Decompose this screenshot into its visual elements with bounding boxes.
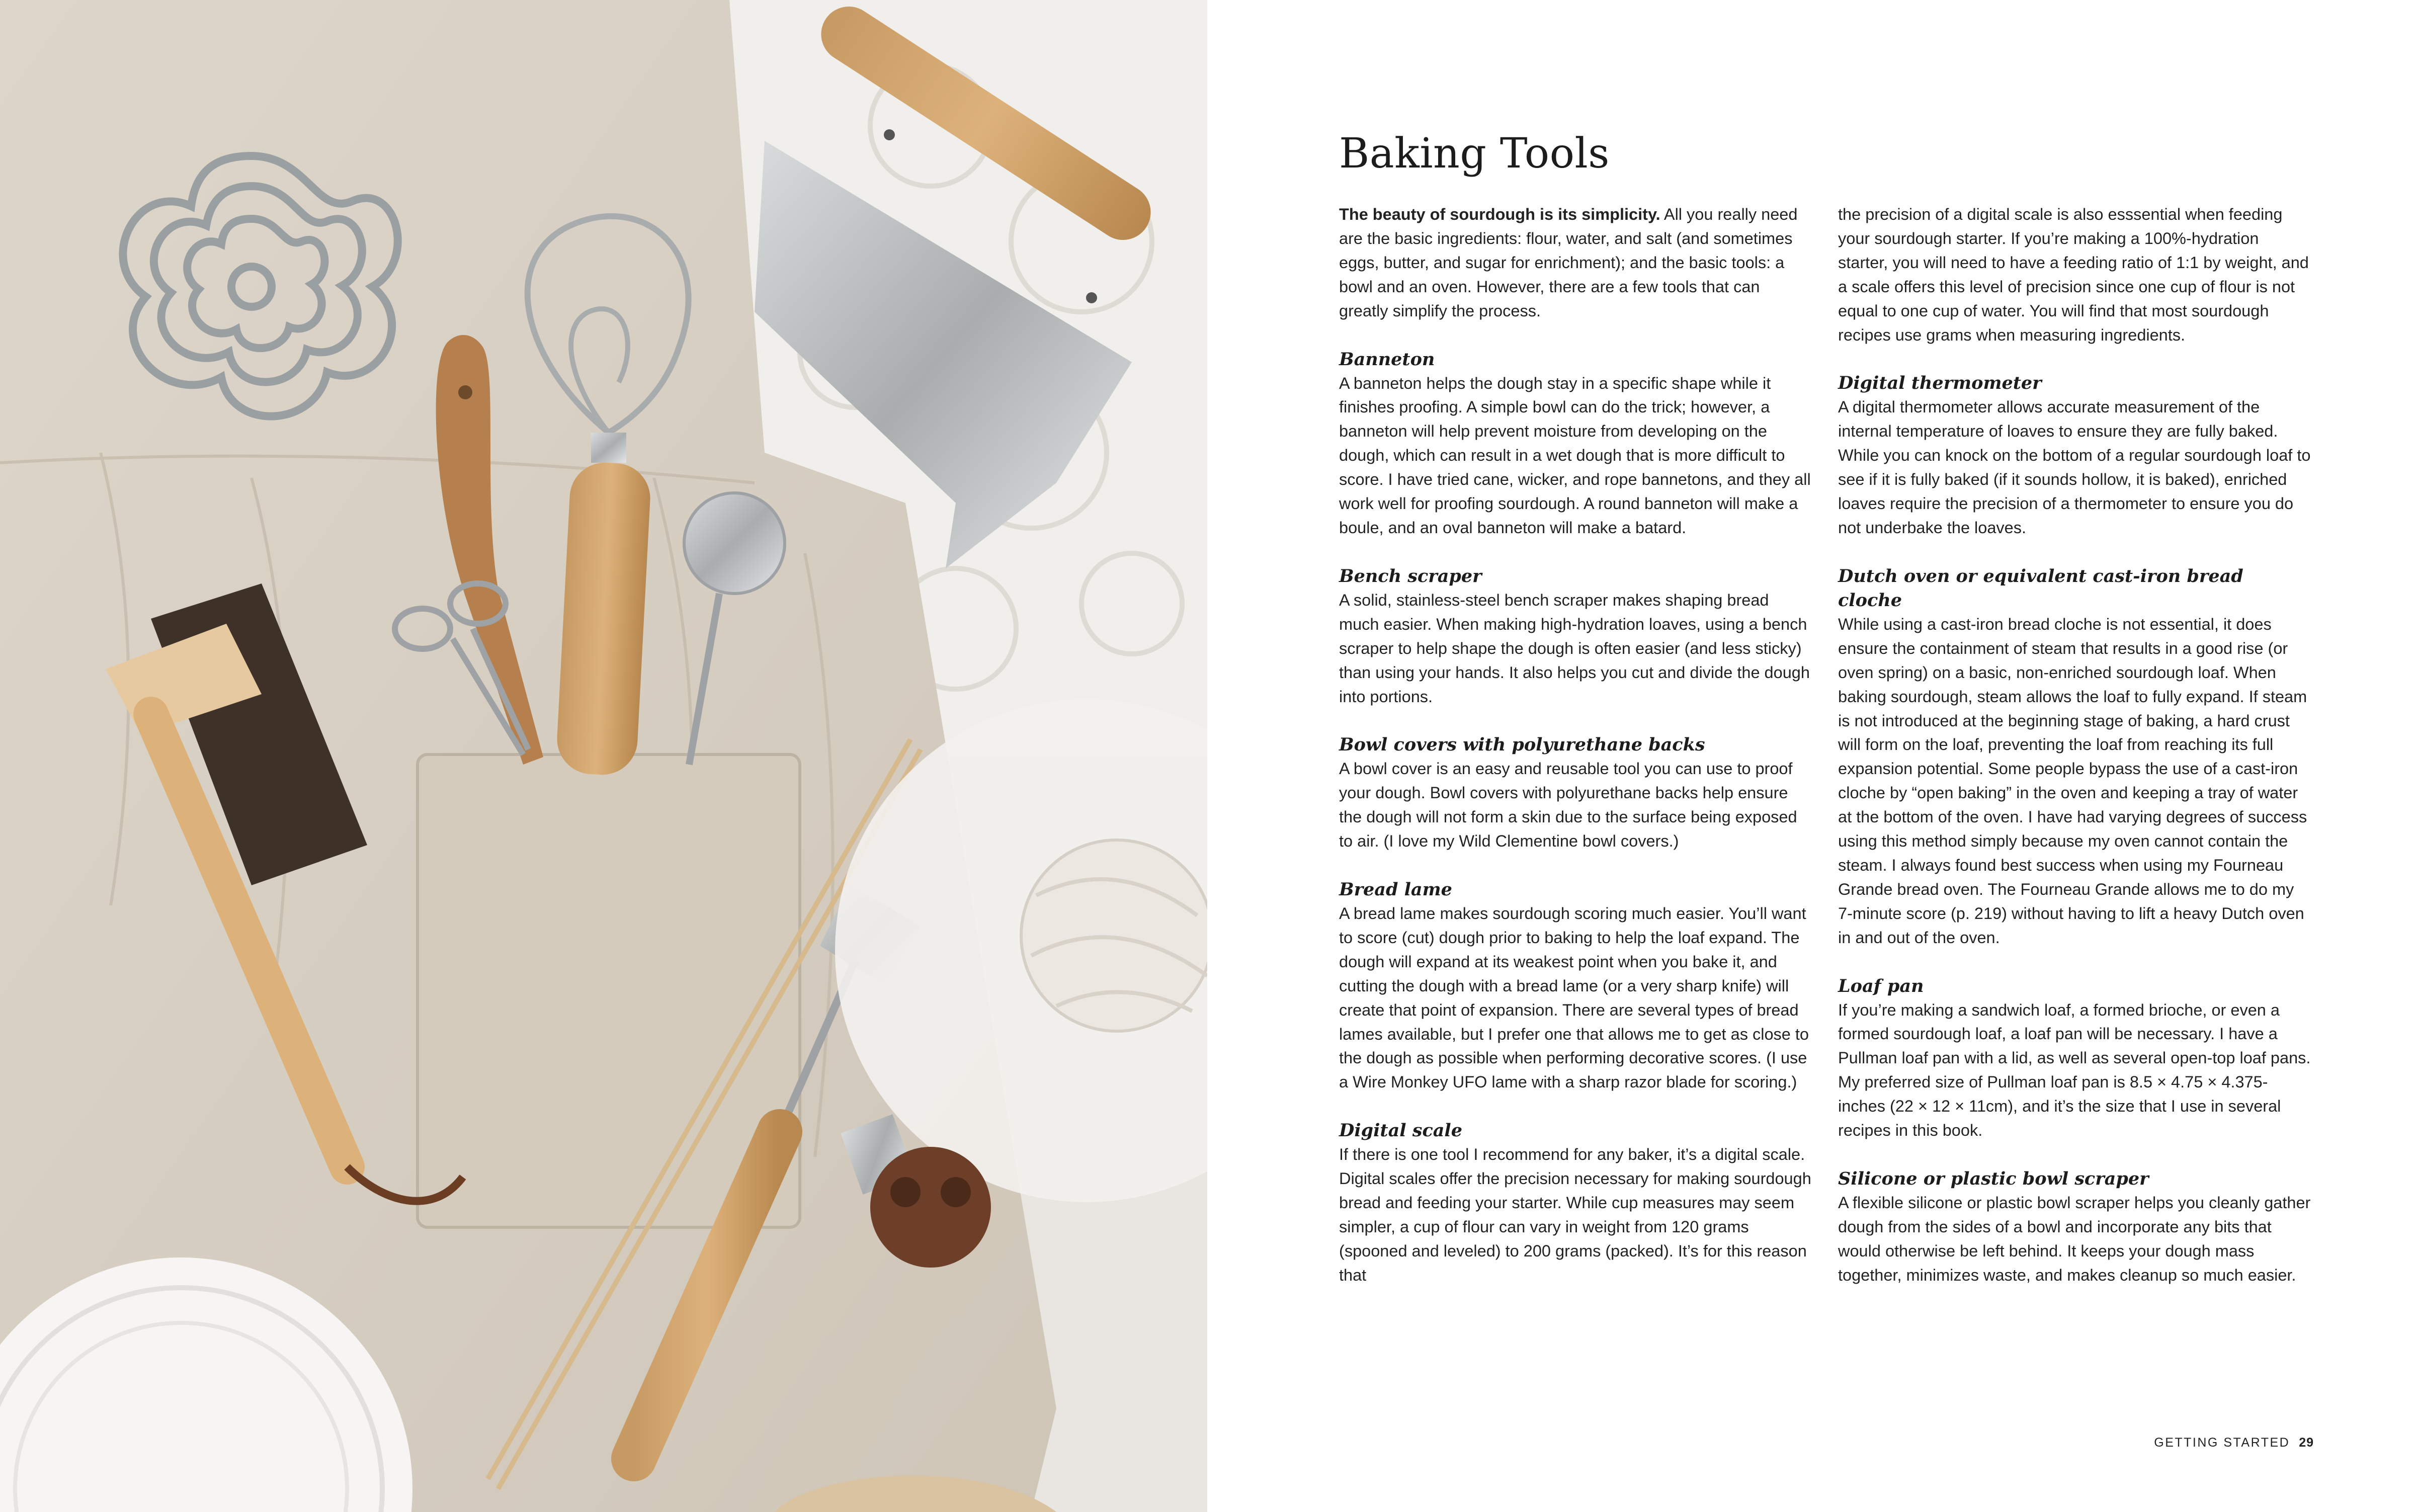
- photo-illustration: [0, 0, 1207, 1512]
- section-bread-lame: [1339, 878, 1812, 1095]
- section-body: A bread lame makes sourdough scoring much easier. You’ll want to score (cut) dough prior to baking to help the loaf expand. The dough will expand at its weakest point when you bake it, and cutting the dough with a bread lame (or a very sharp knife) will create that point of expansion. There are several types of bread lames available, but I prefer one that allows me to get as close to the dough as possible when performing decorative scores. (I use a Wire Monkey UFO lame with a sharp razor blade for scoring.): [1339, 904, 1809, 1091]
- section-digital-thermometer: [1838, 371, 2311, 540]
- section-dutch-oven: [1838, 564, 2311, 950]
- section-heading: Loaf pan: [1838, 975, 1924, 996]
- section-digital-scale: [1339, 1119, 1812, 1287]
- intro-body: All you really need are the basic ingredients: flour, water, and salt (and sometimes eggs, butter, and sugar for enrichment); and the basic tools: a bowl and an oven. However, there are a few tools that can greatly simplify the process.: [1339, 205, 1798, 320]
- page-folio: [2154, 1436, 2314, 1450]
- section-body: If there is one tool I recommend for any baker, it’s a digital scale. Digital scales offer the precision necessary for making sourdough bread and feeding your starter. While cup measures may seem simpler, a cup of flour can vary in weight from 120 grams (spooned and leveled) to 200 grams (packed). It’s for this reason that: [1339, 1145, 1811, 1284]
- section-heading: Digital scale: [1339, 1120, 1462, 1141]
- section-bowl-covers: [1339, 733, 1812, 854]
- section-body: While using a cast-iron bread cloche is not essential, it does ensure the containment of steam that results in a good rise (or oven spring) on a basic, non-enriched sourdough loaf. When baking sourdough, steam allows the loaf to fully expand. If steam is not introduced at the beginning stage of baking, a hard crust will form on the loaf, preventing the loaf from reaching its full expansion potential. Some people bypass the use of a cast-iron cloche by “open baking” in the oven and keeping a tray of water at the bottom of the oven. I have had varying degrees of success using this method simply because my oven cannot contain the steam. I always found best success when using my Fourneau Grande bread oven. The Fourneau Grande allows me to do my 7-minute score (p. 219) without having to lift a heavy Dutch oven in and out of the oven.: [1838, 615, 2307, 947]
- intro-paragraph: [1339, 203, 1812, 323]
- section-heading: Dutch oven or equivalent cast-iron bread cloche: [1838, 565, 2243, 611]
- text-column-right: [1838, 203, 2311, 1288]
- section-bench-scraper: [1339, 564, 1812, 709]
- section-loaf-pan: [1838, 974, 2311, 1143]
- section-heading: Bench scraper: [1339, 565, 1482, 586]
- apron-pocket: [418, 754, 800, 1227]
- section-heading: Banneton: [1339, 349, 1435, 370]
- section-body: A bowl cover is an easy and reusable tool you can use to proof your dough. Bowl covers with polyurethane backs help ensure the dough will not form a skin due to the surface being exposed to air. (I love my Wild Clementine bowl covers.): [1339, 760, 1797, 851]
- section-banneton: [1339, 348, 1812, 540]
- page-number: 29: [2299, 1436, 2314, 1450]
- section-body: A banneton helps the dough stay in a specific shape while it finishes proofing. A simple bowl can do the trick; however, a banneton will help prevent moisture from developing on the dough, which can result in a wet dough that is more difficult to score. I have tried cane, wicker, and rope bannetons, and they all work well for proofing sourdough. A round banneton will make a boule, and an oval banneton will make a batard.: [1339, 374, 1811, 537]
- text-page: [1207, 0, 2415, 1512]
- baking-tools-photo: [0, 0, 1207, 1512]
- section-heading: Digital thermometer: [1838, 373, 2042, 394]
- section-body: A flexible silicone or plastic bowl scraper helps you cleanly gather dough from the sides of a bowl and incorporate any bits that would otherwise be left behind. It keeps your dough mass together, minimizes waste, and makes cleanup so much easier.: [1838, 1194, 2311, 1284]
- section-heading: Bread lame: [1339, 879, 1452, 900]
- section-body: A solid, stainless-steel bench scraper makes shaping bread much easier. When making high-hydration loaves, using a bench scraper to help shape the dough is often easier (and less sticky) than using your hands. It also helps you cut and divide the dough into portions.: [1339, 591, 1810, 706]
- walnut-lame-holder: [870, 1147, 991, 1268]
- page-title: Baking Tools: [1339, 130, 1610, 178]
- continued-paragraph: the precision of a digital scale is also esssential when feeding your sourdough starter. If you’re making a 100%-hydration starter, you will need to have a feeding ratio of 1:1 by weight, and a scale offers this level of precision since one cup of flour is not equal to one cup of water. You will find that most sourdough recipes use grams when measuring ingredients.: [1838, 205, 2309, 344]
- section-heading: Bowl covers with polyurethane backs: [1339, 734, 1705, 755]
- folio-section: GETTING STARTED: [2154, 1436, 2290, 1450]
- section-body: A digital thermometer allows accurate measurement of the internal temperature of loaves to ensure they are fully baked. While you can knock on the bottom of a regular sourdough loaf to see if it is fully baked (if it sounds hollow, it is baked), enriched loaves require the precision of a thermometer to ensure you do not underbake the loaves.: [1838, 398, 2311, 537]
- section-bowl-scraper: [1838, 1167, 2311, 1288]
- text-column-left: [1339, 203, 1812, 1288]
- intro-lead: The beauty of sourdough is its simplicity.: [1339, 205, 1660, 223]
- section-heading: Silicone or plastic bowl scraper: [1838, 1168, 2149, 1189]
- section-body: If you’re making a sandwich loaf, a formed brioche, or even a formed sourdough loaf, a loaf pan will be necessary. I have a Pullman loaf pan with a lid, as well as several open-top loaf pans. My preferred size of Pullman loaf pan is 8.5 × 4.75 × 4.375-inches (22 × 12 × 11cm), and it’s the size that I use in several recipes in this book.: [1838, 1000, 2311, 1140]
